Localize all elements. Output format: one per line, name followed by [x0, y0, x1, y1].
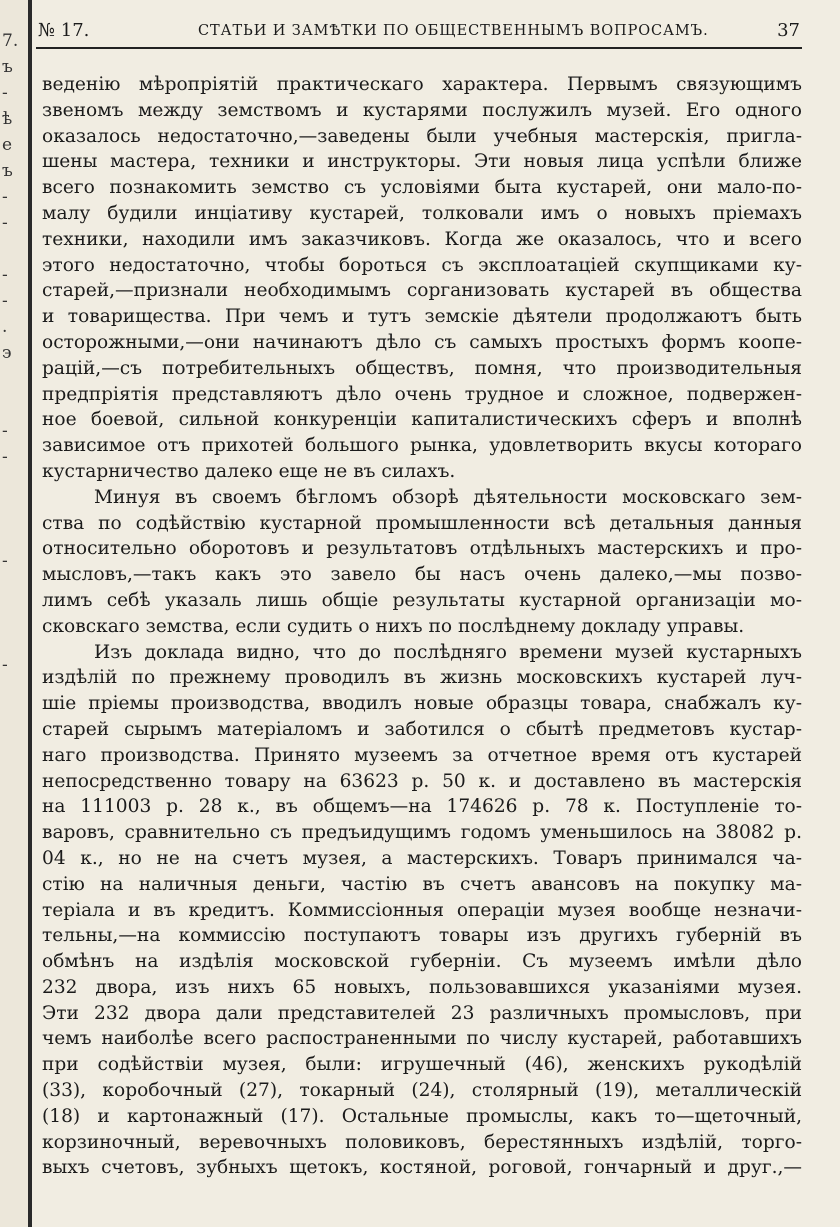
- gutter-fragment: [2, 756, 24, 782]
- text-line: шіе пріемы производства, вводилъ новые образцы товара, снабжалъ ку-: [42, 693, 802, 715]
- gutter-fragment: [2, 782, 24, 808]
- binding-edge: [28, 0, 32, 1227]
- gutter-fragment: ъ: [2, 57, 13, 77]
- text-line: этого недостаточно, чтобы бороться съ эксплоатаціей скупщиками ку-: [42, 254, 802, 276]
- text-line: звеномъ между земствомъ и кустарями послужилъ музей. Его одного: [42, 99, 802, 121]
- gutter-fragment: -: [2, 551, 8, 571]
- text-line: варовъ, сравнительно съ предъидущимъ годомъ уменьшилось на 38082 р.: [42, 822, 802, 844]
- gutter-fragment: -: [2, 291, 8, 311]
- gutter-fragment: 7.: [2, 31, 19, 51]
- text-line: зависимое отъ прихотей большого рынка, удовлетворить вкусы котораго: [42, 435, 802, 457]
- text-line: сковскаго земства, если судить о нихъ по послѣднему докладу управы.: [42, 615, 745, 637]
- text-line: (33), коробочный (27), токарный (24), столярный (19), металлическій: [42, 1080, 802, 1102]
- text-line: тельны,—на коммиссію поступаютъ товары изъ другихъ губерній въ: [42, 925, 802, 947]
- text-line: (18) и картонажный (17). Остальные промыслы, какъ то—щеточный,: [42, 1105, 802, 1127]
- gutter-fragment: .: [2, 317, 8, 337]
- gutter-fragment: [2, 1068, 24, 1094]
- gutter-fragment: -: [2, 447, 8, 467]
- text-line: 04 к., но не на счетъ музея, а мастерскихъ. Товаръ принимался ча-: [42, 847, 802, 869]
- text-line: 232 двора, изъ нихъ 65 новыхъ, пользовавшихся указаніями музея.: [42, 976, 802, 998]
- text-line: на 111003 р. 28 к., въ общемъ—на 174626 р. 78 к. Поступленіе то-: [42, 796, 802, 818]
- text-line: Эти 232 двора дали представителей 23 различныхъ промысловъ, при: [42, 1002, 802, 1024]
- gutter-fragment: [2, 938, 24, 964]
- gutter-fragment: [2, 392, 24, 418]
- text-line: оказалось недостаточно,—заведены были учебныя мастерскія, пригла-: [42, 125, 802, 147]
- text-line: старей,—признали необходимымъ сорганизовать кустарей въ общества: [42, 280, 802, 302]
- text-line: кустарничество далеко еще не въ силахъ.: [42, 460, 456, 482]
- text-line: Изъ доклада видно, что до послѣдняго времени музей кустарныхъ: [94, 641, 802, 663]
- text-line: предпріятія представляютъ дѣло очень трудное и сложное, подвержен-: [42, 383, 802, 405]
- gutter-fragment: [2, 808, 24, 834]
- text-line: техники, находили имъ заказчиковъ. Когда же оказалось, что и всего: [42, 228, 802, 250]
- gutter-fragment: [2, 964, 24, 990]
- text-line: чемъ наиболѣе всего распостраненными по числу кустарей, работавшихъ: [42, 1028, 802, 1050]
- text-line: малу будили инціативу кустарей, толковали имъ о новыхъ пріемахъ: [42, 202, 802, 224]
- text-line: стію на наличныя деньги, частію въ счетъ авансовъ на покупку ма-: [42, 873, 802, 895]
- text-line: Минуя въ своемъ бѣгломъ обзорѣ дѣятельности московскаго зем-: [94, 486, 802, 508]
- gutter-fragment: [2, 678, 24, 704]
- text-line: и товарищества. При чемъ и тутъ земскіе дѣятели продолжаютъ быть: [42, 306, 802, 328]
- gutter-fragment: ъ: [2, 161, 13, 181]
- gutter-fragment: [2, 626, 24, 652]
- body-text: [42, 72, 802, 1181]
- text-line: веденію мѣропріятій практическаго характера. Первымъ связующимъ: [42, 74, 802, 95]
- text-line: теріала и въ кредитъ. Коммиссіонныя операціи музея вообще незначи-: [42, 899, 802, 921]
- gutter-fragment: [2, 860, 24, 886]
- gutter-fragment: е: [2, 135, 13, 155]
- gutter-fragment: [2, 496, 24, 522]
- gutter-fragment: -: [2, 265, 8, 285]
- gutter-fragment: -: [2, 213, 8, 233]
- gutter-fragment: [2, 366, 24, 392]
- gutter-fragment: [2, 730, 24, 756]
- text-line: мысловъ,—такъ какъ это завело бы насъ очень далеко,—мы позво-: [42, 564, 802, 586]
- text-line: непосредственно товару на 63623 р. 50 к. и доставлено въ мастерскія: [42, 770, 802, 792]
- text-line: осторожными,—они начинаютъ дѣло съ самыхъ простыхъ формъ коопе-: [42, 331, 802, 353]
- gutter-fragment: -: [2, 421, 8, 441]
- running-header: [38, 20, 800, 48]
- text-line: старей сырымъ матеріаломъ и заботился о сбытѣ предметовъ кустар-: [42, 718, 802, 740]
- text-line: корзиночный, веревочныхъ половиковъ, берестянныхъ издѣлій, торго-: [42, 1131, 802, 1153]
- left-margin-strip: [0, 0, 30, 1227]
- gutter-fragment: [2, 704, 24, 730]
- running-title: СТАТЬИ И ЗАМѢТКИ ПО ОБЩЕСТВЕННЫМЪ ВОПРОСАМЪ.: [198, 23, 709, 39]
- text-line: всего познакомить земство съ условіями быта кустарей, они мало-по-: [42, 177, 802, 199]
- gutter-fragment: [2, 912, 24, 938]
- gutter-fragment: [2, 522, 24, 548]
- gutter-fragment: -: [2, 655, 8, 675]
- gutter-fragment: [2, 886, 24, 912]
- gutter-fragment: ѣ: [2, 109, 13, 129]
- text-line: шены мастера, техники и инструкторы. Эти новыя лица успѣли ближе: [42, 151, 802, 173]
- adjacent-page-fragments: [2, 28, 24, 1094]
- text-line: издѣлій по прежнему проводилъ въ жизнь московскихъ кустарей луч-: [42, 667, 802, 689]
- gutter-fragment: [2, 990, 24, 1016]
- gutter-fragment: [2, 470, 24, 496]
- gutter-fragment: -: [2, 83, 8, 103]
- gutter-fragment: -: [2, 187, 8, 207]
- gutter-fragment: [2, 1016, 24, 1042]
- text-line: обмѣнъ на издѣлія московской губерніи. Съ музеемъ имѣли дѣло: [42, 951, 802, 973]
- text-line: ное боевой, сильной конкуренціи капиталистическихъ сферъ и вполнѣ: [42, 409, 802, 431]
- gutter-fragment: э: [2, 343, 12, 363]
- text-line: относительно оборотовъ и результатовъ отдѣльныхъ мастерскихъ и про-: [42, 538, 802, 560]
- gutter-fragment: [2, 236, 24, 262]
- gutter-fragment: [2, 834, 24, 860]
- header-rule: [36, 47, 802, 49]
- text-line: выхъ счетовъ, зубныхъ щетокъ, костяной, роговой, гончарный и друг.,—: [42, 1157, 802, 1179]
- page-number: 37: [777, 20, 800, 41]
- text-line: ства по содѣйствію кустарной промышленности всѣ детальныя данныя: [42, 512, 802, 534]
- text-line: наго производства. Принято музеемъ за отчетное время отъ кустарей: [42, 744, 802, 766]
- gutter-fragment: [2, 600, 24, 626]
- text-line: рацій,—съ потребительныхъ обществъ, помня, что производительныя: [42, 357, 802, 379]
- text-line: лимъ себѣ указаль лишь общіе результаты кустарной организаціи мо-: [42, 589, 802, 611]
- issue-number: № 17.: [38, 20, 90, 41]
- gutter-fragment: [2, 1042, 24, 1068]
- gutter-fragment: [2, 574, 24, 600]
- text-line: при содѣйствіи музея, были: игрушечный (46), женскихъ рукодѣлій: [42, 1054, 802, 1076]
